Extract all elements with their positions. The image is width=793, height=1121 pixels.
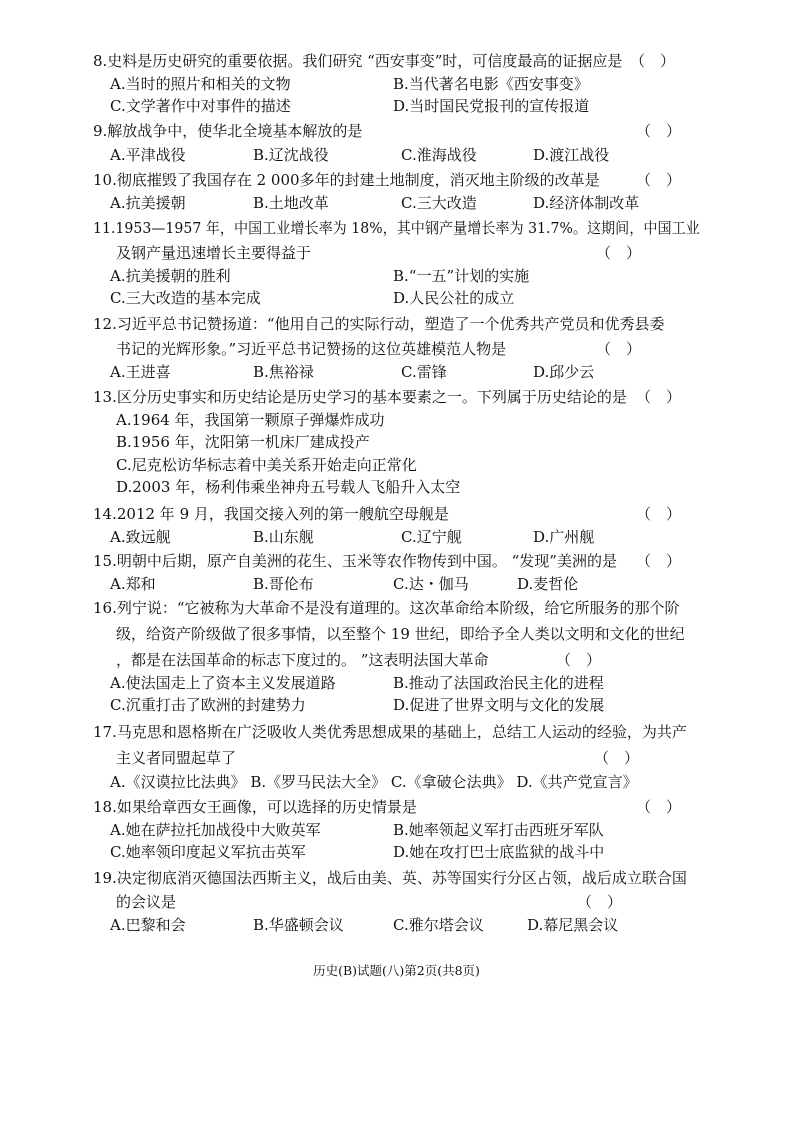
question-12-stem-line-1: 12.习近平总书记赞扬道：“他用自己的实际行动，塑造了一个优秀共产党员和优秀县委 [93, 315, 665, 333]
question-14-option-d: D.广州舰 [533, 528, 595, 546]
question-18-option-d: D.她在攻打巴士底监狱的战斗中 [393, 843, 605, 861]
question-10-answer-paren: （ ） [636, 171, 682, 189]
question-15-option-c: C.达・伽马 [393, 575, 469, 593]
question-10-option-b: B.土地改革 [253, 194, 329, 212]
question-19-stem-line-2: 的会议是 [116, 893, 177, 911]
question-18-stem: 18.如果给章西女王画像，可以选择的历史情景是 [93, 798, 417, 816]
question-9-stem: 9.解放战争中，使华北全境基本解放的是 [93, 122, 363, 140]
question-8-option-c: C.文学著作中对事件的描述 [110, 97, 291, 115]
question-11-option-a: A.抗美援朝的胜利 [110, 267, 231, 285]
question-9-option-c: C.淮海战役 [401, 146, 477, 164]
question-11-option-d: D.人民公社的成立 [393, 289, 515, 307]
question-10-option-c: C.三大改造 [401, 194, 477, 212]
question-8-answer-paren: （ ） [630, 52, 676, 70]
question-8-option-d: D.当时国民党报刊的宣传报道 [393, 97, 590, 115]
question-10-option-d: D.经济体制改革 [533, 194, 640, 212]
question-8-option-b: B.当代著名电影《西安事变》 [393, 75, 589, 93]
question-11-option-b: B.“一五”计划的实施 [393, 267, 530, 285]
question-13-option-a: A.1964 年，我国第一颗原子弹爆炸成功 [116, 411, 385, 429]
question-15-option-a: A.郑和 [110, 575, 156, 593]
page-footer: 历史(B)试题(八)第2页(共8页) [313, 963, 480, 978]
question-11-option-c: C.三大改造的基本完成 [110, 289, 261, 307]
question-12-option-a: A.王进喜 [110, 363, 171, 381]
question-17-options: A.《汉谟拉比法典》 B.《罗马民法大全》 C.《拿破仑法典》 D.《共产党宣言》 [110, 773, 638, 791]
question-18-answer-paren: （ ） [636, 798, 682, 816]
question-10-option-a: A.抗美援朝 [110, 194, 186, 212]
question-14-option-c: C.辽宁舰 [401, 528, 462, 546]
question-8-stem: 8.史料是历史研究的重要依据。我们研究 “西安事变”时，可信度最高的证据应是 [93, 52, 623, 70]
question-15-option-b: B.哥伦布 [253, 575, 314, 593]
question-16-stem-line-3: ，都是在法国革命的标志下度过的。 ”这表明法国大革命 [116, 651, 489, 669]
question-9-option-a: A.平津战役 [110, 146, 186, 164]
question-17-stem-line-2: 主义者同盟起草了 [116, 749, 237, 767]
question-16-option-b: B.推动了法国政治民主化的进程 [393, 674, 604, 692]
question-16-stem-line-1: 16.列宁说：“它被称为大革命不是没有道理的。这次革命给本阶级，给它所服务的那个阶 [93, 599, 680, 617]
question-9-option-b: B.辽沈战役 [253, 146, 329, 164]
question-12-option-d: D.邱少云 [533, 363, 595, 381]
question-13-option-b: B.1956 年，沈阳第一机床厂建成投产 [116, 433, 370, 451]
question-12-option-c: C.雷锋 [401, 363, 447, 381]
question-17-answer-paren: （ ） [594, 749, 640, 767]
question-12-answer-paren: （ ） [596, 340, 642, 358]
question-19-option-b: B.华盛顿会议 [253, 916, 344, 934]
question-19-option-a: A.巴黎和会 [110, 916, 186, 934]
question-11-answer-paren: （ ） [596, 244, 642, 262]
question-17-stem-line-1: 17.马克思和恩格斯在广泛吸收人类优秀思想成果的基础上，总结工人运动的经验，为共产 [93, 723, 687, 741]
question-16-stem-line-2: 级，给资产阶级做了很多事情，以至整个 19 世纪，即给予全人类以文明和文化的世纪 [116, 625, 685, 643]
question-15-option-d: D.麦哲伦 [517, 575, 579, 593]
question-13-option-c: C.尼克松访华标志着中美关系开始走向正常化 [116, 456, 417, 474]
question-11-stem-line-2: 及钢产量迅速增长主要得益于 [116, 244, 312, 262]
question-14-option-a: A.致远舰 [110, 528, 171, 546]
question-11-stem-line-1: 11.1953—1957 年，中国工业增长率为 18%，其中钢产量增长率为 31.7%。这期间，中国工业 [93, 219, 700, 237]
question-15-stem: 15.明朝中后期，原产自美洲的花生、玉米等农作物传到中国。 “发现”美洲的是 [93, 552, 617, 570]
question-18-option-a: A.她在萨拉托加战役中大败英军 [110, 821, 321, 839]
question-19-option-d: D.幕尼黑会议 [527, 916, 619, 934]
question-14-option-b: B.山东舰 [253, 528, 314, 546]
question-16-option-a: A.使法国走上了资本主义发展道路 [110, 674, 336, 692]
question-9-option-d: D.渡江战役 [533, 146, 610, 164]
question-12-stem-line-2: 书记的光辉形象。”习近平总书记赞扬的这位英雄模范人物是 [116, 340, 507, 358]
question-10-stem: 10.彻底摧毁了我国存在 2 000多年的封建土地制度，消灭地主阶级的改革是 [93, 171, 600, 189]
question-14-answer-paren: （ ） [636, 505, 682, 523]
question-13-option-d: D.2003 年，杨利伟乘坐神舟五号载人飞船升入太空 [116, 478, 461, 496]
question-19-stem-line-1: 19.决定彻底消灭德国法西斯主义，战后由美、英、苏等国实行分区占领，战后成立联合国 [93, 869, 687, 887]
question-19-option-c: C.雅尔塔会议 [393, 916, 484, 934]
question-16-option-c: C.沉重打击了欧洲的封建势力 [110, 696, 306, 714]
question-18-option-b: B.她率领起义军打击西班牙军队 [393, 821, 604, 839]
question-16-option-d: D.促进了世界文明与文化的发展 [393, 696, 605, 714]
question-19-answer-paren: （ ） [577, 893, 623, 911]
question-9-answer-paren: （ ） [636, 122, 682, 140]
question-13-answer-paren: （ ） [636, 388, 682, 406]
question-16-answer-paren: （ ） [556, 651, 602, 669]
question-8-option-a: A.当时的照片和相关的文物 [110, 75, 291, 93]
question-12-option-b: B.焦裕禄 [253, 363, 314, 381]
question-18-option-c: C.她率领印度起义军抗击英军 [110, 843, 306, 861]
question-13-stem: 13.区分历史事实和历史结论是历史学习的基本要素之一。下列属于历史结论的是 [93, 388, 627, 406]
question-14-stem: 14.2012 年 9 月，我国交接入列的第一艘航空母舰是 [93, 505, 449, 523]
question-15-answer-paren: （ ） [636, 552, 682, 570]
